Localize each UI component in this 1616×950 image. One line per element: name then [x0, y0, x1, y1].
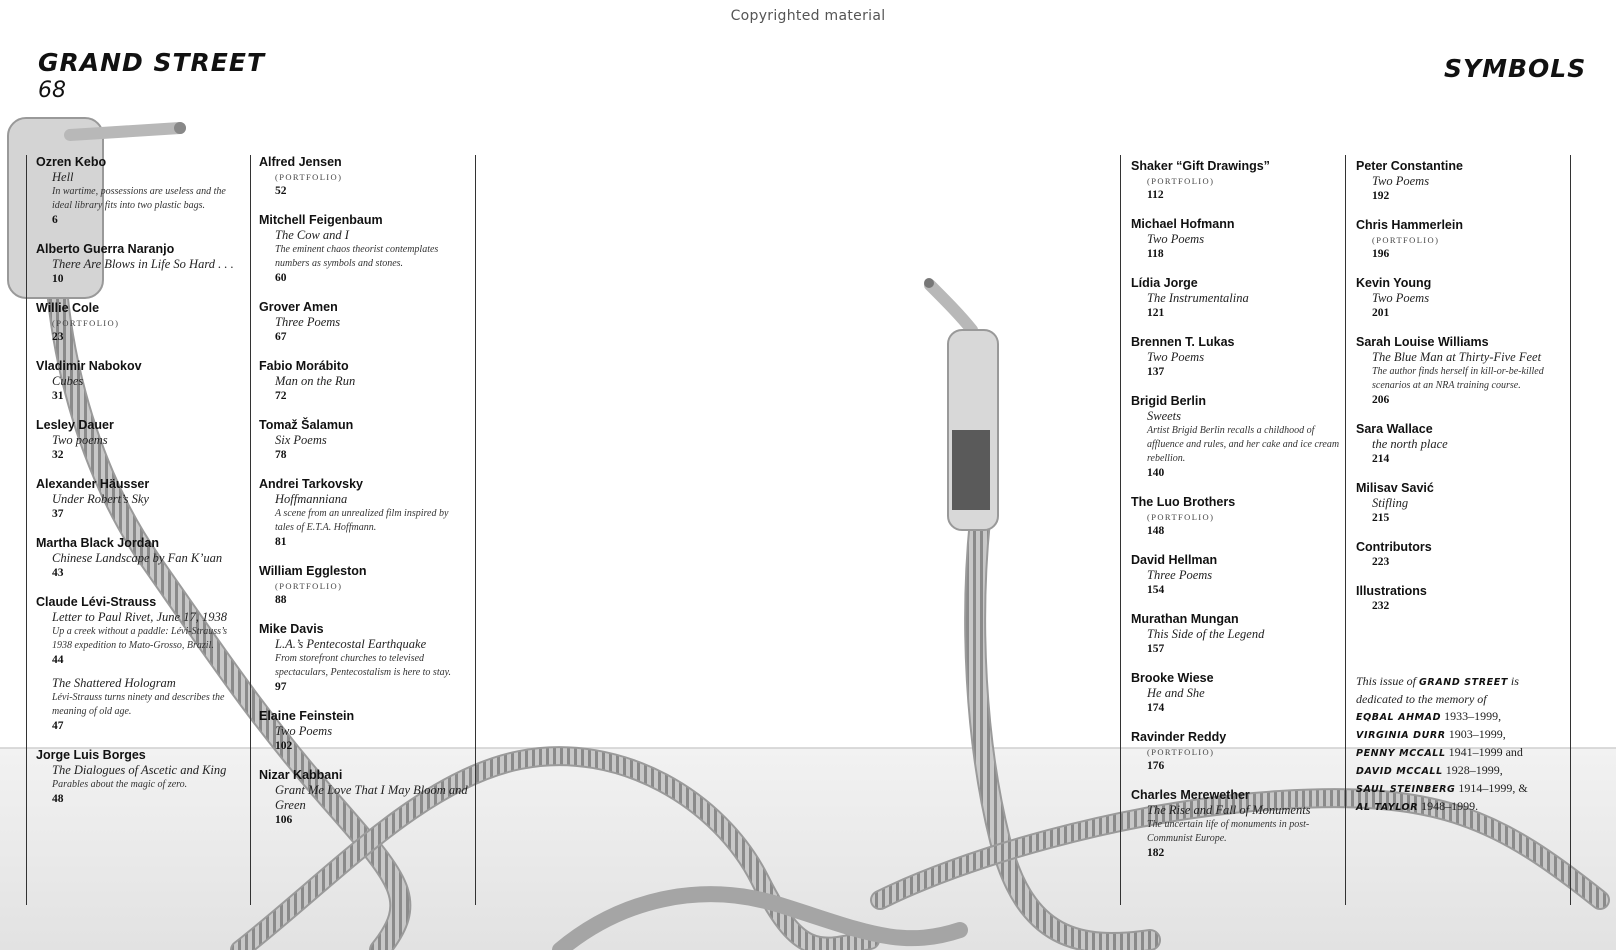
toc-entry[interactable] [1131, 612, 1341, 657]
page-number: 102 [275, 740, 293, 752]
entry-title[interactable]: Hell [52, 170, 74, 184]
issue-theme: SYMBOLS [1444, 54, 1587, 83]
portfolio-label: (PORTFOLIO) [1147, 512, 1215, 522]
portfolio-label: (PORTFOLIO) [275, 172, 343, 182]
toc-entry[interactable] [1356, 481, 1566, 526]
toc-entry[interactable] [1131, 276, 1341, 321]
toc-entry[interactable] [259, 768, 469, 828]
toc-column-1 [36, 155, 246, 821]
entry-author[interactable]: Michael Hofmann [1131, 217, 1235, 231]
page-number: 31 [52, 390, 64, 402]
toc-entry[interactable] [36, 242, 246, 287]
column-rule [1570, 155, 1571, 905]
person-name: SAUL STEINBERG [1356, 784, 1456, 795]
dedication-person [1356, 744, 1556, 762]
toc-entry[interactable] [1131, 394, 1341, 481]
entry-author[interactable]: Charles Merewether [1131, 788, 1250, 802]
entry-title[interactable]: The Dialogues of Ascetic and King [52, 763, 227, 777]
entry-title[interactable]: The Instrumentalina [1147, 291, 1249, 305]
toc-column-2 [259, 155, 469, 842]
dedication-magazine: GRAND STREET [1419, 677, 1508, 688]
entry-author[interactable]: Lídia Jorge [1131, 276, 1198, 290]
entry-author[interactable]: The Luo Brothers [1131, 495, 1236, 509]
toc-entry[interactable] [1356, 276, 1566, 321]
column-rule [26, 155, 27, 905]
entry-description: Lévi-Strauss turns ninety and describes the meaning of old age. [52, 692, 225, 717]
page-number: 201 [1372, 307, 1390, 319]
page-number: 157 [1147, 643, 1165, 655]
toc-entry[interactable] [1356, 335, 1566, 408]
toc-entry[interactable] [36, 359, 246, 404]
entry-title[interactable]: Six Poems [275, 433, 327, 447]
page-number: 6 [52, 214, 58, 226]
person-years: 1903–1999, [1448, 727, 1506, 741]
toc-entry[interactable] [259, 477, 469, 550]
entry-author[interactable]: Illustrations [1356, 584, 1427, 598]
entry-title[interactable]: This Side of the Legend [1147, 627, 1265, 641]
entry-description: In wartime, possessions are useless and the ideal library fits into two plastic bags. [52, 186, 226, 211]
entry-title[interactable]: Two Poems [1147, 350, 1205, 364]
issue-number: 68 [38, 78, 66, 103]
entry-author[interactable]: Fabio Morábito [259, 359, 349, 373]
entry-description: Artist Brigid Berlin recalls a childhood of affluence and rules, and her cake and ice cream rebellion. [1147, 425, 1340, 464]
person-name: EQBAL AHMAD [1356, 712, 1442, 723]
portfolio-label: (PORTFOLIO) [1372, 235, 1440, 245]
person-years: 1933–1999, [1444, 709, 1502, 723]
page-number: 137 [1147, 366, 1165, 378]
person-name: AL TAYLOR [1356, 802, 1419, 813]
entry-title[interactable]: There Are Blows in Life So Hard . . . [52, 257, 234, 271]
entry-author[interactable]: Elaine Feinstein [259, 709, 355, 723]
page-number: 176 [1147, 760, 1165, 772]
dedication [1356, 673, 1556, 816]
page-number: 72 [275, 390, 287, 402]
toc-entry[interactable] [259, 300, 469, 345]
person-name: VIRGINIA DURR [1356, 730, 1446, 741]
portfolio-label: (PORTFOLIO) [1147, 747, 1215, 757]
entry-author[interactable]: Sara Wallace [1356, 422, 1433, 436]
entry-author[interactable]: David Hellman [1131, 553, 1218, 567]
entry-description: The eminent chaos theorist contemplates numbers as symbols and stones. [275, 244, 439, 269]
page-number: 32 [52, 449, 64, 461]
entry-title[interactable]: Man on the Run [275, 374, 356, 388]
entry-author[interactable]: Vladimir Nabokov [36, 359, 142, 373]
dedication-intro: This issue of [1356, 674, 1417, 688]
toc-entry[interactable] [259, 418, 469, 463]
toc-entry[interactable] [36, 748, 246, 807]
toc-column-3 [1131, 159, 1341, 875]
page-number: 223 [1372, 556, 1390, 568]
entry-title[interactable]: Two Poems [1147, 232, 1205, 246]
entry-title[interactable]: Grant Me Love That I May Bloom and Green [275, 783, 468, 812]
page-number: 148 [1147, 525, 1165, 537]
toc-entry[interactable] [1356, 218, 1566, 262]
entry-author[interactable]: Alfred Jensen [259, 155, 342, 169]
entry-author[interactable]: Mitchell Feigenbaum [259, 213, 383, 227]
page-number: 192 [1372, 190, 1390, 202]
page-number: 88 [275, 594, 287, 606]
toc-entry[interactable] [1131, 730, 1341, 774]
page-number: 78 [275, 449, 287, 461]
entry-author[interactable]: Nizar Kabbani [259, 768, 343, 782]
page-number: 206 [1372, 394, 1390, 406]
page-number: 48 [52, 793, 64, 805]
toc-entry[interactable] [1356, 159, 1566, 204]
entry-author[interactable]: Brennen T. Lukas [1131, 335, 1235, 349]
entry-author[interactable]: Jorge Luis Borges [36, 748, 146, 762]
entry-author[interactable]: Ozren Kebo [36, 155, 107, 169]
toc-entry[interactable] [1131, 335, 1341, 380]
page-number: 60 [275, 272, 287, 284]
page-number: 44 [52, 654, 64, 666]
entry-description: From storefront churches to televised spectaculars, Pentecostalism is here to stay. [275, 653, 451, 678]
entry-author[interactable]: Contributors [1356, 540, 1432, 554]
entry-author[interactable]: Ravinder Reddy [1131, 730, 1227, 744]
entry-title[interactable]: Sweets [1147, 409, 1182, 423]
toc-entry[interactable] [259, 359, 469, 404]
entry-title[interactable]: L.A.’s Pentecostal Earthquake [275, 637, 427, 651]
portfolio-label: (PORTFOLIO) [1147, 176, 1215, 186]
entry-title[interactable]: the north place [1372, 437, 1448, 451]
entry-author[interactable]: Martha Black Jordan [36, 536, 159, 550]
page-number: 214 [1372, 453, 1390, 465]
entry-author[interactable]: Peter Constantine [1356, 159, 1463, 173]
dedication-people [1356, 708, 1556, 816]
dedication-person [1356, 780, 1556, 798]
entry-title[interactable]: Letter to Paul Rivet, June 17, 1938 [52, 610, 227, 624]
entry-title[interactable]: Stifling [1372, 496, 1409, 510]
toc-entry[interactable] [259, 709, 469, 754]
page-number: 215 [1372, 512, 1390, 524]
page-number: 182 [1147, 847, 1165, 859]
person-years: 1941–1999 and [1448, 745, 1523, 759]
page-number: 97 [275, 681, 287, 693]
magazine-title: GRAND STREET [38, 48, 266, 77]
toc-entry[interactable] [36, 595, 246, 734]
toc-entry[interactable] [36, 536, 246, 581]
toc-entry[interactable] [1131, 495, 1341, 539]
entry-author[interactable]: William Eggleston [259, 564, 367, 578]
entry-title[interactable]: Three Poems [1147, 568, 1213, 582]
person-years: 1914–1999, & [1458, 781, 1528, 795]
toc-column-4 [1356, 159, 1566, 628]
entry-author[interactable]: Tomaž Šalamun [259, 418, 354, 432]
toc-entry[interactable] [259, 622, 469, 695]
page-number: 106 [275, 814, 293, 826]
toc-entry[interactable] [36, 418, 246, 463]
toc-entry[interactable] [36, 477, 246, 522]
entry-author[interactable]: Grover Amen [259, 300, 338, 314]
entry-author[interactable]: Brooke Wiese [1131, 671, 1214, 685]
entry-title[interactable]: Two Poems [1372, 291, 1430, 305]
entry-author[interactable]: Mike Davis [259, 622, 324, 636]
entry-description: The author finds herself in kill-or-be-killed scenarios at an NRA training course. [1372, 366, 1544, 391]
toc-entry[interactable] [259, 155, 469, 199]
entry-description: A scene from an unrealized film inspired by tales of E.T.A. Hoffmann. [275, 508, 449, 533]
nozzle-center [924, 278, 998, 530]
entry-title[interactable]: The Rise and Fall of Monuments [1147, 803, 1311, 817]
entry-description: Parables about the magic of zero. [52, 779, 188, 790]
entry-author[interactable]: Shaker “Gift Drawings” [1131, 159, 1270, 173]
person-years: 1928–1999, [1445, 763, 1503, 777]
entry-title[interactable]: Cubes [52, 374, 84, 388]
entry-title[interactable]: Two Poems [275, 724, 333, 738]
page-number: 37 [52, 508, 64, 520]
toc-entry[interactable] [36, 301, 246, 345]
toc-entry[interactable] [1131, 788, 1341, 861]
toc-entry[interactable] [259, 213, 469, 286]
page-number: 174 [1147, 702, 1165, 714]
page-number: 154 [1147, 584, 1165, 596]
page-number: 112 [1147, 189, 1164, 201]
entry-title[interactable]: Under Robert’s Sky [52, 492, 149, 506]
dedication-intro-tail: is dedicated to the memory of [1356, 674, 1519, 706]
entry-title[interactable]: The Cow and I [275, 228, 349, 242]
entry-title[interactable]: The Shattered Hologram [52, 676, 176, 690]
entry-title[interactable]: Chinese Landscape by Fan K’uan [52, 551, 223, 565]
person-name: DAVID MCCALL [1356, 766, 1443, 777]
entry-author[interactable]: Andrei Tarkovsky [259, 477, 363, 491]
page-number: 196 [1372, 248, 1390, 260]
toc-entry[interactable] [1356, 540, 1566, 570]
toc-entry[interactable] [1131, 553, 1341, 598]
entry-author[interactable]: Claude Lévi-Strauss [36, 595, 157, 609]
column-rule [1345, 155, 1346, 905]
page-number: 47 [52, 720, 64, 732]
page-number: 232 [1372, 600, 1390, 612]
entry-author[interactable]: Alexander Häusser [36, 477, 150, 491]
column-rule [1120, 155, 1121, 905]
toc-entry[interactable] [1131, 159, 1341, 203]
dedication-person [1356, 708, 1556, 726]
entry-title[interactable]: Hoffmanniana [275, 492, 348, 506]
toc-entry[interactable] [259, 564, 469, 608]
column-rule [475, 155, 476, 905]
page-number: 10 [52, 273, 64, 285]
entry-title[interactable]: Two poems [52, 433, 108, 447]
entry-author[interactable]: Sarah Louise Williams [1356, 335, 1489, 349]
person-years: 1948–1999. [1421, 799, 1479, 813]
page-number: 67 [275, 331, 287, 343]
entry-title[interactable]: Two Poems [1372, 174, 1430, 188]
entry-author[interactable]: Alberto Guerra Naranjo [36, 242, 175, 256]
toc-entry[interactable] [1131, 217, 1341, 262]
page-number: 140 [1147, 467, 1165, 479]
page-number: 81 [275, 536, 287, 548]
copyright-notice: Copyrighted material [730, 8, 886, 24]
entry-author[interactable]: Milisav Savić [1356, 481, 1434, 495]
page-number: 121 [1147, 307, 1165, 319]
entry-author[interactable]: Chris Hammerlein [1356, 218, 1463, 232]
column-rule [250, 155, 251, 905]
page-number: 52 [275, 185, 287, 197]
entry-author[interactable]: Lesley Dauer [36, 418, 114, 432]
toc-entry[interactable] [1356, 584, 1566, 614]
toc-entry[interactable] [1131, 671, 1341, 716]
entry-title[interactable]: Three Poems [275, 315, 341, 329]
entry-author[interactable]: Kevin Young [1356, 276, 1432, 290]
toc-entry[interactable] [36, 155, 246, 228]
entry-title[interactable]: The Blue Man at Thirty-Five Feet [1372, 350, 1542, 364]
entry-author[interactable]: Brigid Berlin [1131, 394, 1207, 408]
dedication-person [1356, 762, 1556, 780]
dedication-person [1356, 726, 1556, 744]
toc-entry[interactable] [1356, 422, 1566, 467]
entry-author[interactable]: Murathan Mungan [1131, 612, 1239, 626]
portfolio-label: (PORTFOLIO) [52, 318, 120, 328]
entry-description: Up a creek without a paddle: Lévi-Strauss’s 1938 expedition to Mato-Grosso, Brazil. [52, 626, 227, 651]
page-number: 23 [52, 331, 64, 343]
page-number: 43 [52, 567, 64, 579]
person-name: PENNY MCCALL [1356, 748, 1446, 759]
entry-title[interactable]: He and She [1147, 686, 1205, 700]
entry-author[interactable]: Willie Cole [36, 301, 100, 315]
portfolio-label: (PORTFOLIO) [275, 581, 343, 591]
page-number: 118 [1147, 248, 1164, 260]
dedication-person [1356, 798, 1556, 816]
entry-description: The uncertain life of monuments in post-Communist Europe. [1147, 819, 1310, 844]
